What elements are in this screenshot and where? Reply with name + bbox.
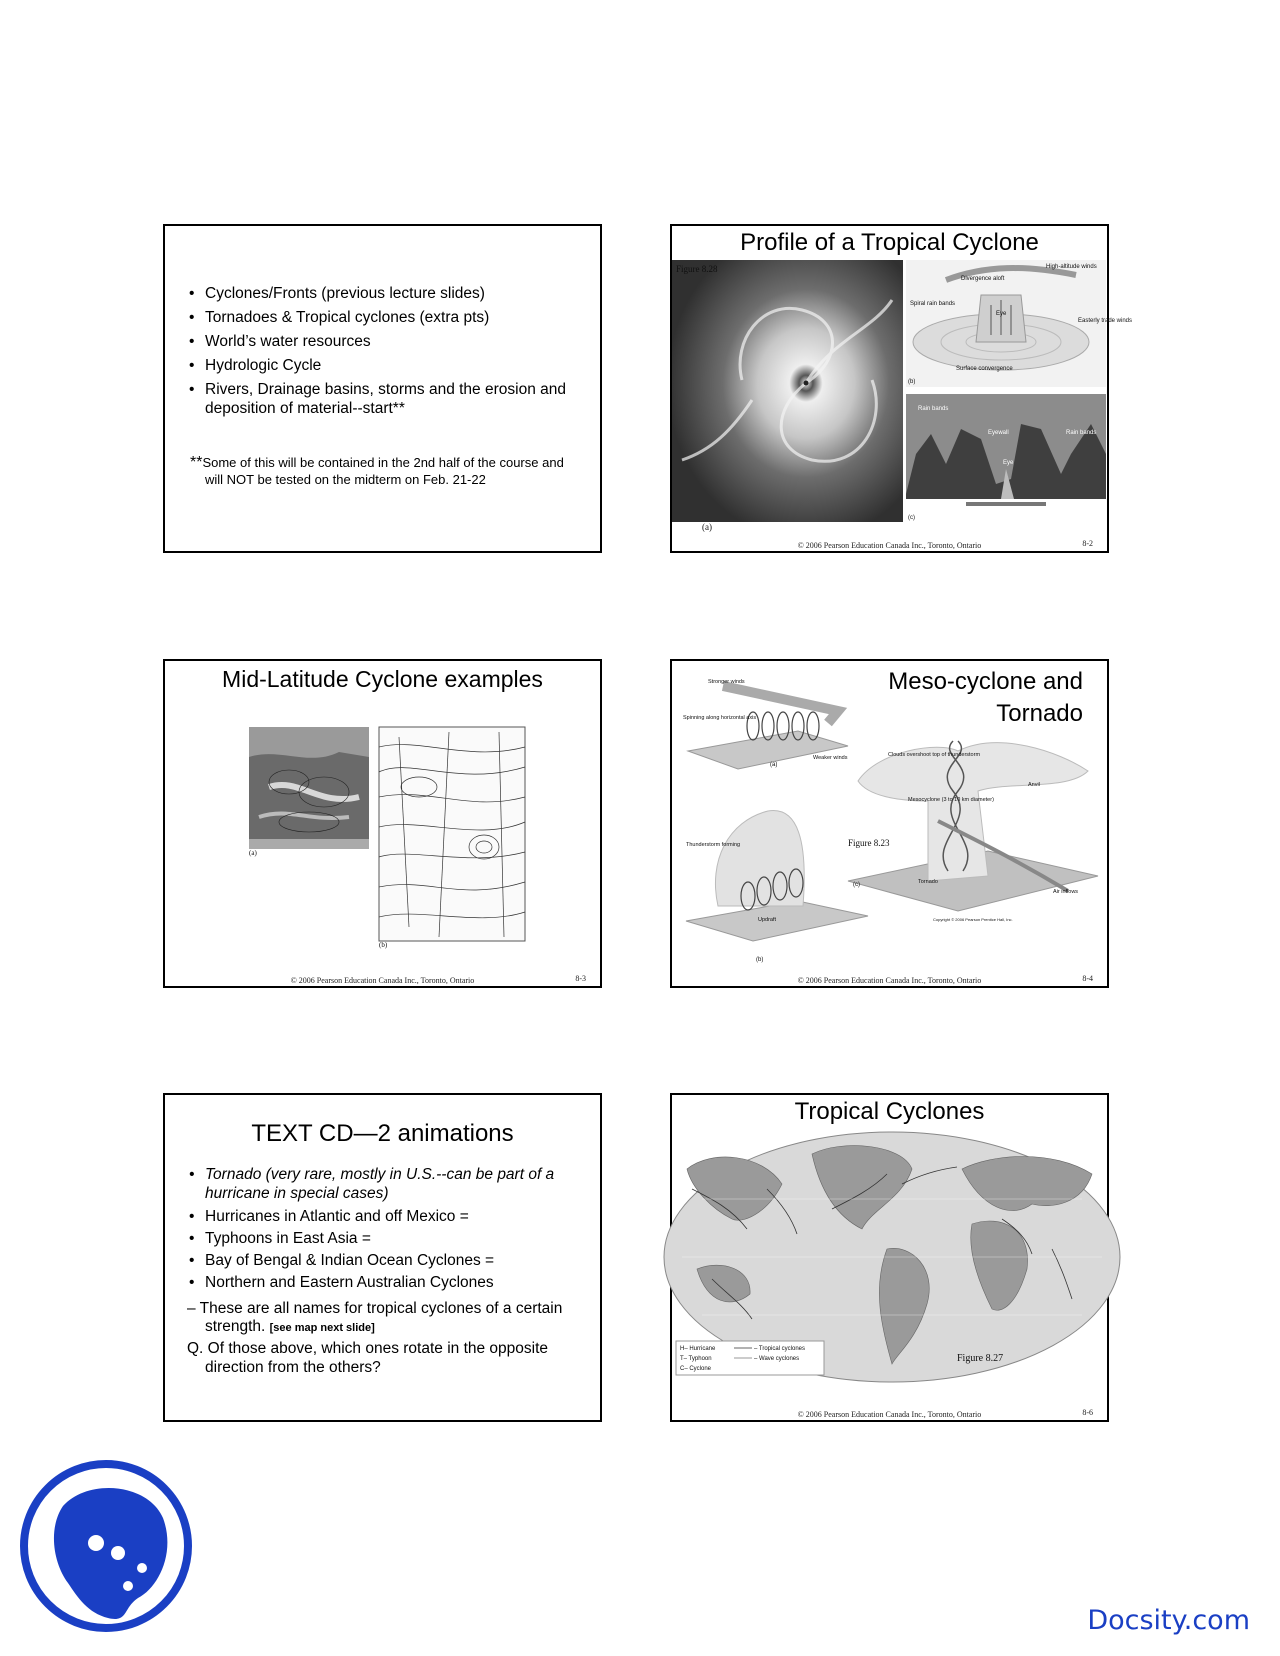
sub-label-a: (a) — [249, 849, 257, 857]
tornado-formation-diagram — [678, 671, 1106, 967]
slide-title: Meso-cyclone and Tornado — [888, 668, 1083, 727]
svg-text:C– Cyclone: C– Cyclone — [680, 1366, 712, 1372]
figure-label: Figure 8.28 — [676, 264, 718, 274]
svg-text:(c): (c) — [908, 515, 915, 521]
docsity-brand-link[interactable]: Docsity.com — [1087, 1605, 1250, 1636]
svg-text:T– Typhoon: T– Typhoon — [680, 1356, 712, 1362]
slide-3 — [163, 659, 602, 988]
bullet: • Hurricanes in Atlantic and off Mexico = — [187, 1207, 587, 1226]
radar-profile-image — [906, 394, 1106, 522]
svg-text:Spinning along horizontal axis: Spinning along horizontal axis — [683, 715, 757, 721]
bullet: • World’s water resources — [187, 332, 587, 351]
svg-text:Stronger winds: Stronger winds — [708, 679, 745, 685]
svg-text:(b): (b) — [756, 957, 764, 963]
svg-text:Easterly trade winds: Easterly trade winds — [1078, 318, 1133, 324]
satellite-weather-image — [249, 727, 369, 849]
hurricane-satellite-image — [672, 260, 903, 522]
page-number: 8-3 — [575, 974, 586, 983]
slide1-note: **Some of this will be contained in the 2nd half of the course and will NOT be tested on the midterm on Feb. 21-22 — [190, 454, 564, 487]
svg-text:Tornado: Tornado — [918, 879, 938, 885]
slide-footer: © 2006 Pearson Education Canada Inc., Toronto, Ontario — [797, 541, 982, 550]
svg-text:Thunderstorm forming: Thunderstorm forming — [686, 842, 741, 848]
slide5-bullets — [187, 1165, 587, 1295]
slide-title: Profile of a Tropical Cyclone — [740, 229, 1039, 256]
svg-text:Updraft: Updraft — [758, 917, 777, 923]
slide-5 — [163, 1093, 602, 1422]
svg-text:(b): (b) — [908, 379, 916, 385]
bullet: • Tornadoes & Tropical cyclones (extra pts) — [187, 308, 587, 327]
page-number: 8-6 — [1082, 1408, 1093, 1417]
svg-text:Rain bands: Rain bands — [918, 406, 949, 412]
svg-text:Surface convergence: Surface convergence — [956, 366, 1013, 372]
sub-label-b: (b) — [379, 941, 388, 949]
svg-text:Divergence aloft: Divergence aloft — [961, 276, 1005, 282]
slide5-dash-item: – These are all names for tropical cyclones of a certain strength. [see map next slide] — [187, 1300, 563, 1335]
svg-text:High-altitude winds: High-altitude winds — [1046, 264, 1097, 270]
svg-text:– Wave cyclones: – Wave cyclones — [754, 1356, 800, 1362]
sub-label-a: (a) — [702, 522, 712, 532]
svg-text:Mesocyclone (3 to 10 km diamet: Mesocyclone (3 to 10 km diameter) — [908, 797, 994, 803]
svg-text:Copyright © 2006 Pearson Prent: Copyright © 2006 Pearson Prentice Hall, Inc. — [933, 917, 1013, 922]
slide-title: Tropical Cyclones — [794, 1098, 985, 1125]
bullet: • Rivers, Drainage basins, storms and the erosion and deposition of material--start** — [187, 380, 587, 418]
svg-text:Weaker winds: Weaker winds — [813, 755, 848, 761]
cyclone-cross-section-diagram — [906, 260, 1133, 387]
svg-text:– Tropical cyclones: – Tropical cyclones — [754, 1346, 806, 1352]
svg-text:(c): (c) — [853, 882, 860, 888]
page-number: 8-2 — [1082, 539, 1093, 548]
page-number: 8-4 — [1082, 974, 1093, 983]
slide-footer: © 2006 Pearson Education Canada Inc., Toronto, Ontario — [797, 1410, 982, 1419]
slide1-bullets — [187, 284, 587, 423]
svg-text:(a): (a) — [770, 762, 778, 768]
svg-text:Spiral rain bands: Spiral rain bands — [910, 301, 956, 307]
slide-title: Mid-Latitude Cyclone examples — [222, 666, 543, 692]
slide-title: TEXT CD—2 animations — [251, 1120, 514, 1147]
svg-text:Rain bands: Rain bands — [1066, 430, 1097, 436]
bullet: • Northern and Eastern Australian Cyclones — [187, 1273, 587, 1292]
slide-4 — [670, 659, 1109, 988]
svg-text:Eye: Eye — [996, 311, 1007, 317]
svg-text:Clouds overshoot top of thunde: Clouds overshoot top of thunderstorm — [888, 752, 981, 758]
svg-text:Air inflows: Air inflows — [1053, 889, 1079, 895]
svg-text:H– Hurricane: H– Hurricane — [680, 1346, 716, 1352]
bullet: • Tornado (very rare, mostly in U.S.--can be part of a hurricane in special cases) — [187, 1165, 587, 1203]
svg-text:Eye: Eye — [1003, 460, 1014, 466]
weather-map-image — [379, 727, 525, 941]
bullet: • Cyclones/Fronts (previous lecture slides) — [187, 284, 587, 303]
slide-footer: © 2006 Pearson Education Canada Inc., Toronto, Ontario — [290, 976, 475, 985]
slide-6 — [670, 1093, 1109, 1422]
svg-text:Figure 8.27: Figure 8.27 — [957, 1353, 1004, 1364]
slide-1 — [163, 224, 602, 553]
slide5-question: Q. Of those above, which ones rotate in the opposite direction from the others? — [187, 1340, 549, 1376]
bullet: • Typhoons in East Asia = — [187, 1229, 587, 1248]
docsity-logo-icon — [18, 1458, 194, 1634]
world-tropical-cyclone-map — [672, 1129, 1107, 1384]
bullet: • Bay of Bengal & Indian Ocean Cyclones = — [187, 1251, 587, 1270]
bullet: • Hydrologic Cycle — [187, 356, 587, 375]
svg-text:Eyewall: Eyewall — [988, 430, 1009, 436]
svg-text:Anvil: Anvil — [1028, 782, 1040, 788]
slide-2 — [670, 224, 1133, 553]
slide-footer: © 2006 Pearson Education Canada Inc., Toronto, Ontario — [797, 976, 982, 985]
svg-text:Figure 8.23: Figure 8.23 — [848, 838, 890, 848]
